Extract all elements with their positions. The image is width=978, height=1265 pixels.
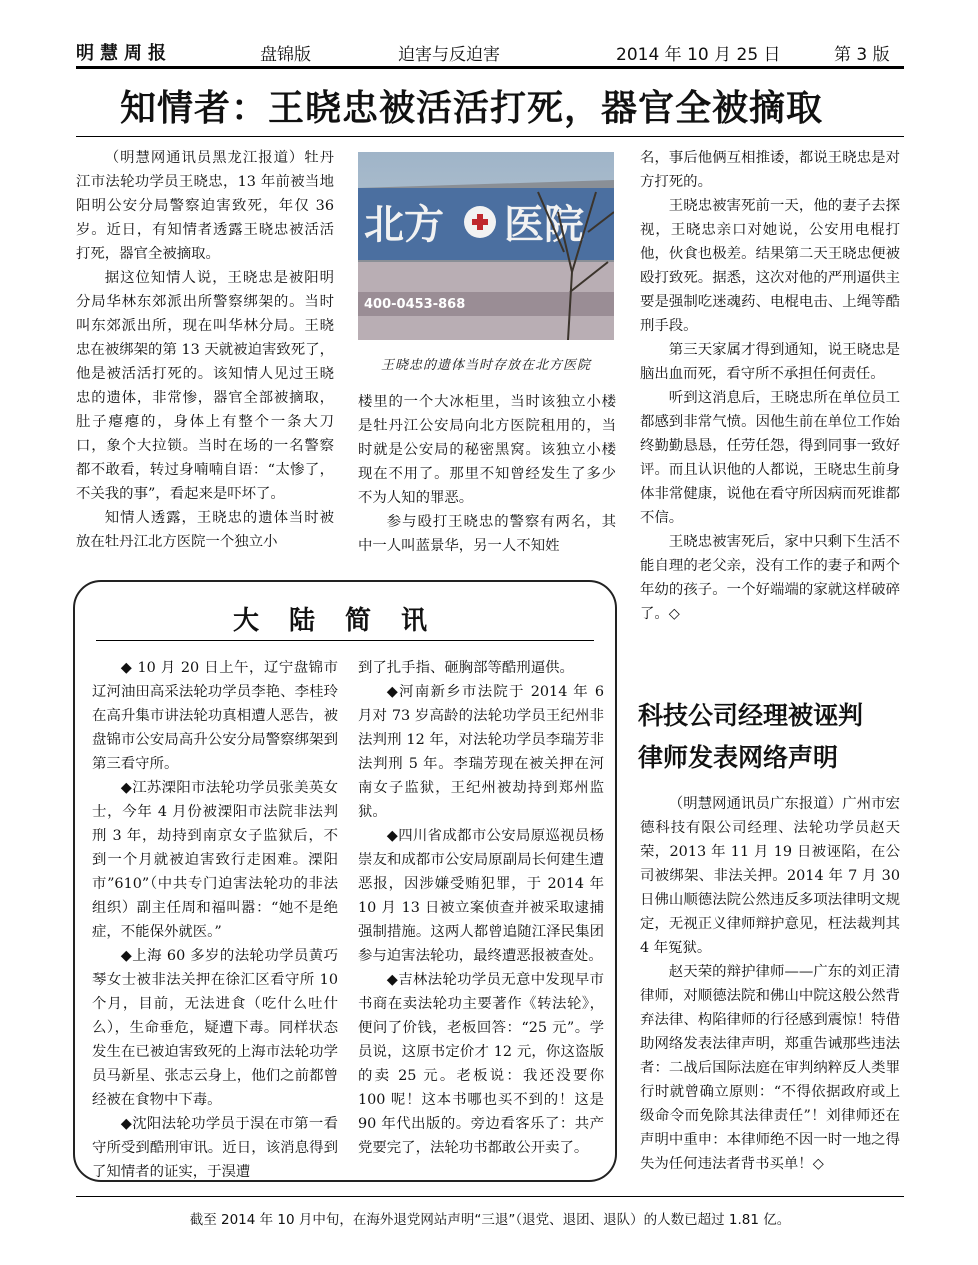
brief-item: ◆沈阳法轮功学员于淏在市第一看守所受到酷刑审讯。近日，该消息得到了知情者的证实，于淏遭 (92, 1116, 338, 1180)
article-paragraph: 知情人透露，王晓忠的遗体当时被放在牡丹江北方医院一个独立小 (76, 510, 334, 550)
article-paragraph: 王晓忠被害死后，家中只剩下生活不能自理的老父亲，没有工作的妻子和两个年幼的孩子。一个好端端的家就这样破碎了。◇ (640, 534, 900, 622)
article-paragraph: 第三天家属才得到通知，说王晓忠是脑出血而死，看守所不承担任何责任。 (640, 342, 900, 382)
brief-item: ◆河南新乡市法院于 2014 年 6 月对 73 岁高龄的法轮功学员王纪州非法判刑 12 年，对法轮功学员李瑞芳非法判刑 5 年。李瑞芳现在被关押在河南女子监狱，王纪州被劫持到郑州监狱。 (358, 684, 604, 820)
brief-item: ◆四川省成都市公安局原巡视员杨崇友和成都市公安局原副局长何建生遭恶报，因涉嫌受贿犯罪，于 2014 年 10 月 13 日被立案侦查并被采取逮捕强制措施。这两人都曾追随江泽民集团参与迫害法轮功，最终遭恶报被查处。 (358, 828, 604, 964)
article-paragraph: 听到这消息后，王晓忠所在单位员工都感到非常气愤。因他生前在单位工作始终勤勤恳恳，任劳任怨，得到同事一致好评。而且认识他的人都说，王晓忠生前身体非常健康，说他在看守所因病而死谁都不信。 (640, 390, 900, 526)
footer-note: 截至 2014 年 10 月中旬，在海外退党网站声明“三退”（退党、退团、退队）的人数已超过 1.81 亿。 (189, 1212, 791, 1228)
article-paragraph: 楼里的一个大冰柜里，当时该独立小楼是牡丹江公安局向北方医院租用的，当时就是公安局的秘密黑窝。该独立小楼现在不用了。那里不知曾经发生了多少不为人知的罪恶。 (358, 394, 616, 506)
headline-rule (76, 136, 904, 137)
newspaper-name: 明慧周报 (76, 43, 172, 64)
side-story-paragraph: （明慧网通讯员广东报道）广州市宏德科技有限公司经理、法轮功学员赵天荣，2013 年 11 月 19 日被诬陷，在公司被绑架、非法关押。2014 年 7 月 30 日佛山顺德法院公然违反多项法律明文规定，无视正义律师辩护意见，枉法裁判其 4 年冤狱。 (640, 796, 900, 956)
photo-caption: 王晓忠的遗体当时存放在北方医院 (380, 358, 591, 373)
page-number: 第 3 版 (834, 45, 890, 65)
brief-item: ◆ 10 月 20 日上午，辽宁盘锦市辽河油田高采法轮功学员李艳、李桂玲在高升集市讲法轮功真相遭人恶告，被盘锦市公安局高升公安分局警察绑架到第三看守所。 (92, 660, 338, 772)
sign-text-right: 医院 (504, 201, 584, 248)
issue-date: 2014 年 10 月 25 日 (616, 45, 781, 65)
side-story-body (640, 792, 900, 1176)
side-story-title-line-1: 科技公司经理被诬判 (638, 701, 864, 730)
brief-item: ◆江苏溧阳市法轮功学员张美英女士，今年 4 月份被溧阳市法院非法判刑 3 年，劫持到南京女子监狱后，不到一个月就被迫害致行走困难。溧阳市”610”（中共专门迫害法轮功的非法组织）副主任周和福叫嚣：“她不是绝症，不能保外就医。” (92, 780, 338, 940)
phone-number: 400-0453-868 (364, 297, 466, 312)
news-brief-title: 大陆简讯 (232, 606, 457, 636)
article-paragraph: 王晓忠被害死前一天，他的妻子去探视，王晓忠亲口对她说，公安用电棍打他，伙食也极差。结果第二天王晓忠便被殴打致死。据悉，这次对他的严刑逼供主要是强制吃迷魂药、电棍电击、上绳等酷刑手段。 (640, 198, 900, 334)
news-brief-column-1 (92, 656, 338, 1184)
article-paragraph: 参与殴打王晓忠的警察有两名，其中一人叫蓝景华，另一人不知姓 (358, 514, 616, 554)
side-story-title-line-2: 律师发表网络声明 (638, 743, 839, 772)
footer-rule (76, 1196, 904, 1197)
article-paragraph: 据这位知情人说，王晓忠是被阳明分局华林东郊派出所警察绑架的。当时叫东郊派出所，现在叫华林分局。王晓忠在被绑架的第 13 天就被迫害致死了，他是被活活打死的。该知情人见过王晓忠的遗体，非常惨，器官全部被摘取，肚子瘪瘪的，身体上有整个一条大刀口，象个大拉锁。当时在场的一名警察都不敢看，转过身喃喃自语：“太惨了，不关我的事”，看起来是吓坏了。 (76, 270, 334, 502)
side-story-paragraph: 赵天荣的辩护律师——广东的刘正清律师，对顺德法院和佛山中院这般公然背弃法律、构陷律师的行径感到震惊！特借助网络发表法律声明，郑重告诫那些违法者：二战后国际法庭在审判纳粹反人类罪行时就曾确立原则：“不得依据政府或上级命令而免除其法律责任”！刘律师还在声明中重申：本律师绝不因一时一地之得失为任何违法者背书买单！◇ (640, 964, 900, 1172)
section-label: 迫害与反迫害 (398, 45, 500, 65)
article-paragraph: 名，事后他俩互相推诿，都说王晓忠是对方打死的。 (640, 150, 900, 190)
brief-item: ◆上海 60 多岁的法轮功学员黄巧琴女士被非法关押在徐汇区看守所 10 个月，目前，无法进食（吃什么吐什么），生命垂危，疑遭下毒。同样状态发生在已被迫害致死的上海市法轮功学员马新星、张志云身上，他们之前都曾经被在食物中下毒。 (92, 948, 338, 1108)
hospital-photo (358, 152, 614, 340)
masthead-rule (76, 66, 904, 69)
article-paragraph: （明慧网通讯员黑龙江报道）牡丹江市法轮功学员王晓忠，13 年前被当地阳明公安分局警察迫害致死，年仅 36 岁。近日，有知情者透露王晓忠被活活打死，器官全被摘取。 (76, 150, 334, 262)
article-column-3 (640, 146, 900, 626)
masthead (76, 28, 904, 68)
article-column-2 (358, 390, 616, 558)
headline: 知情者：王晓忠被活活打死，器官全被摘取 (120, 88, 824, 129)
article-column-1 (76, 146, 334, 554)
news-brief-column-2 (358, 656, 604, 1160)
news-brief-rule (96, 640, 594, 641)
brief-item: ◆吉林法轮功学员无意中发现早市书商在卖法轮功主要著作《转法轮》，便问了价钱，老板回答：“25 元”。学员说，这原书定价才 12 元，你这盗版的卖 25 元。老板说：我还没要你 100 呢！这本书哪也买不到的！这是 90 年代出版的。旁边看客乐了：共产党要完了，法轮功书都敢公开卖了。 (358, 972, 604, 1156)
edition-label: 盘锦版 (260, 45, 311, 65)
brief-item: 到了扎手指、砸胸部等酷刑逼供。 (358, 660, 574, 676)
sign-text-left: 北方 (364, 201, 444, 248)
